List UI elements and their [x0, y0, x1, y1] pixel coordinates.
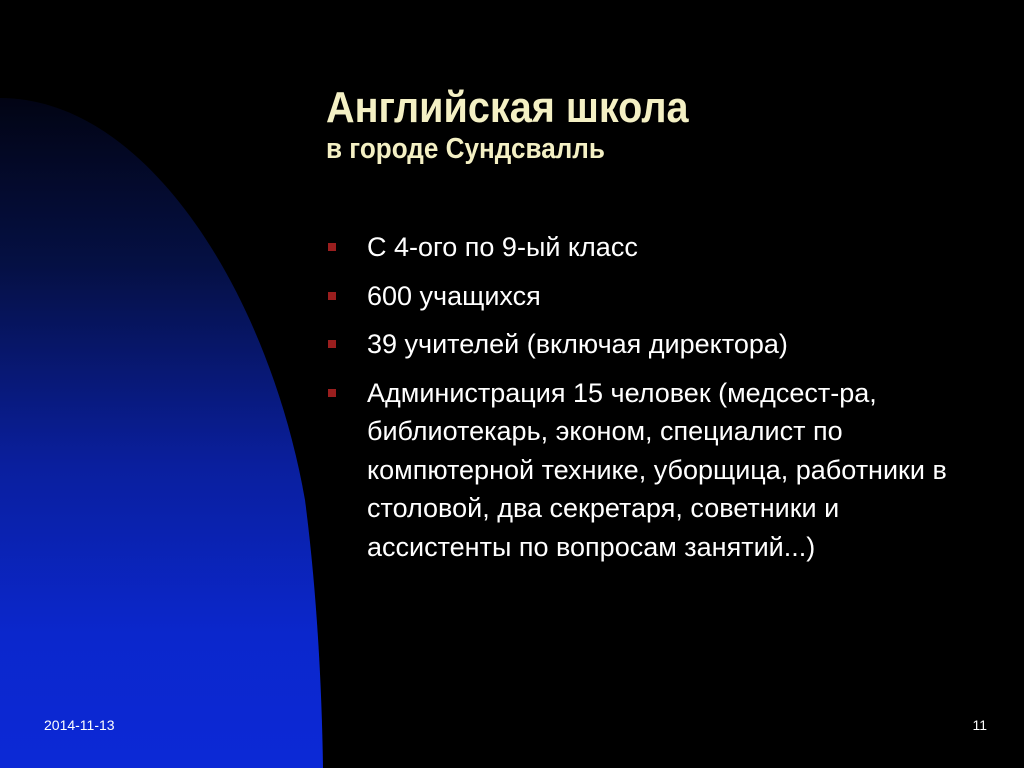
bullet-item: [328, 277, 978, 316]
square-bullet-icon: [328, 389, 336, 397]
square-bullet-icon: [328, 292, 336, 300]
slide-subtitle: в городе Сундсвалль: [326, 133, 605, 165]
bullet-text: 600 учащихся: [367, 280, 541, 311]
slide-title: Английская школа: [326, 83, 689, 132]
slide-number: 11: [972, 717, 987, 733]
slide-date: 2014-11-13: [44, 717, 115, 733]
square-bullet-icon: [328, 243, 336, 251]
square-bullet-icon: [328, 340, 336, 348]
bullet-text: 39 учителей (включая директора): [367, 329, 788, 359]
bullet-item: [328, 228, 978, 267]
bullet-text: Администрация 15 человек (медсест-ра, библиотекарь, эконом, специалист по компютерной технике, уборщица, работники в столовой, два секретаря, советники и ассистенты по вопросам занятий...): [367, 377, 947, 562]
bullet-text: С 4-ого по 9-ый класс: [367, 232, 638, 262]
bullet-list: [328, 228, 978, 576]
bullet-item: [328, 325, 978, 364]
title-block: [326, 80, 1006, 166]
bullet-item: [328, 374, 978, 567]
